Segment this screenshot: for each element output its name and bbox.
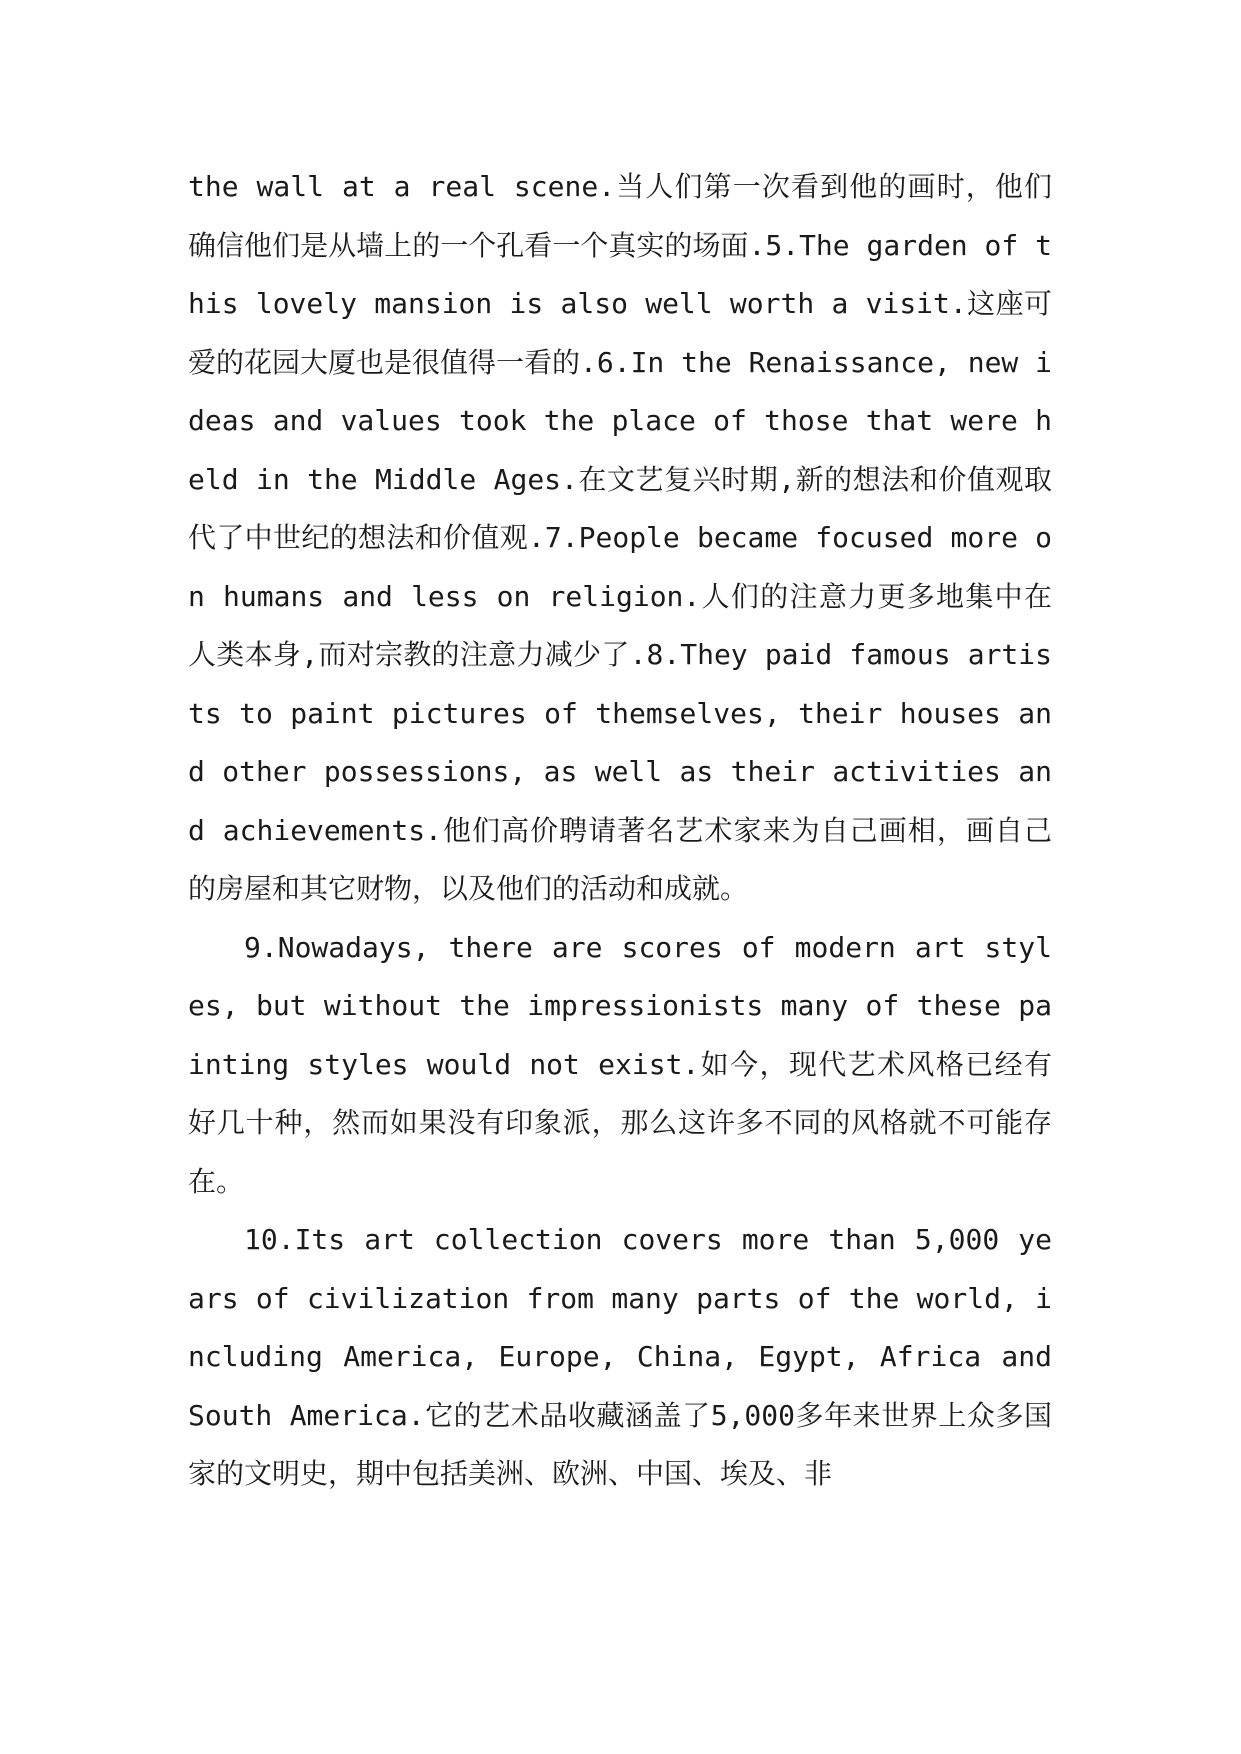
paragraph-3: 10.Its art collection covers more than 5,000 years of civilization from many parts of the world, including America, Europe, China, Egypt, Africa and South America.它的艺术品收藏涵盖了5,000多年来世界上众多国家的文明史，期中包括美洲、欧洲、中国、埃及、非 (188, 1223, 1052, 1490)
body-text (188, 158, 1052, 1504)
paragraph-1: the wall at a real scene.当人们第一次看到他的画时，他们确信他们是从墙上的一个孔看一个真实的场面.5.The garden of this lovely mansion is also well worth a visit.这座可爱的花园大厦也是很值得一看的.6.In the Renaissance, new ideas and values took the place of those that were held in the Middle Ages.在文艺复兴时期,新的想法和价值观取代了中世纪的想法和价值观.7.People became focused more on humans and less on religion.人们的注意力更多地集中在人类本身,而对宗教的注意力减少了.8.They paid famous artists to paint pictures of themselves, their houses and other possessions, as well as their activities and achievements.他们高价聘请著名艺术家来为自己画相，画自己的房屋和其它财物，以及他们的活动和成就。 (188, 170, 1053, 905)
paragraph-2: 9.Nowadays, there are scores of modern art styles, but without the impressionists many of these painting styles would not exist.如今，现代艺术风格已经有好几十种，然而如果没有印象派，那么这许多不同的风格就不可能存在。 (188, 930, 1052, 1198)
